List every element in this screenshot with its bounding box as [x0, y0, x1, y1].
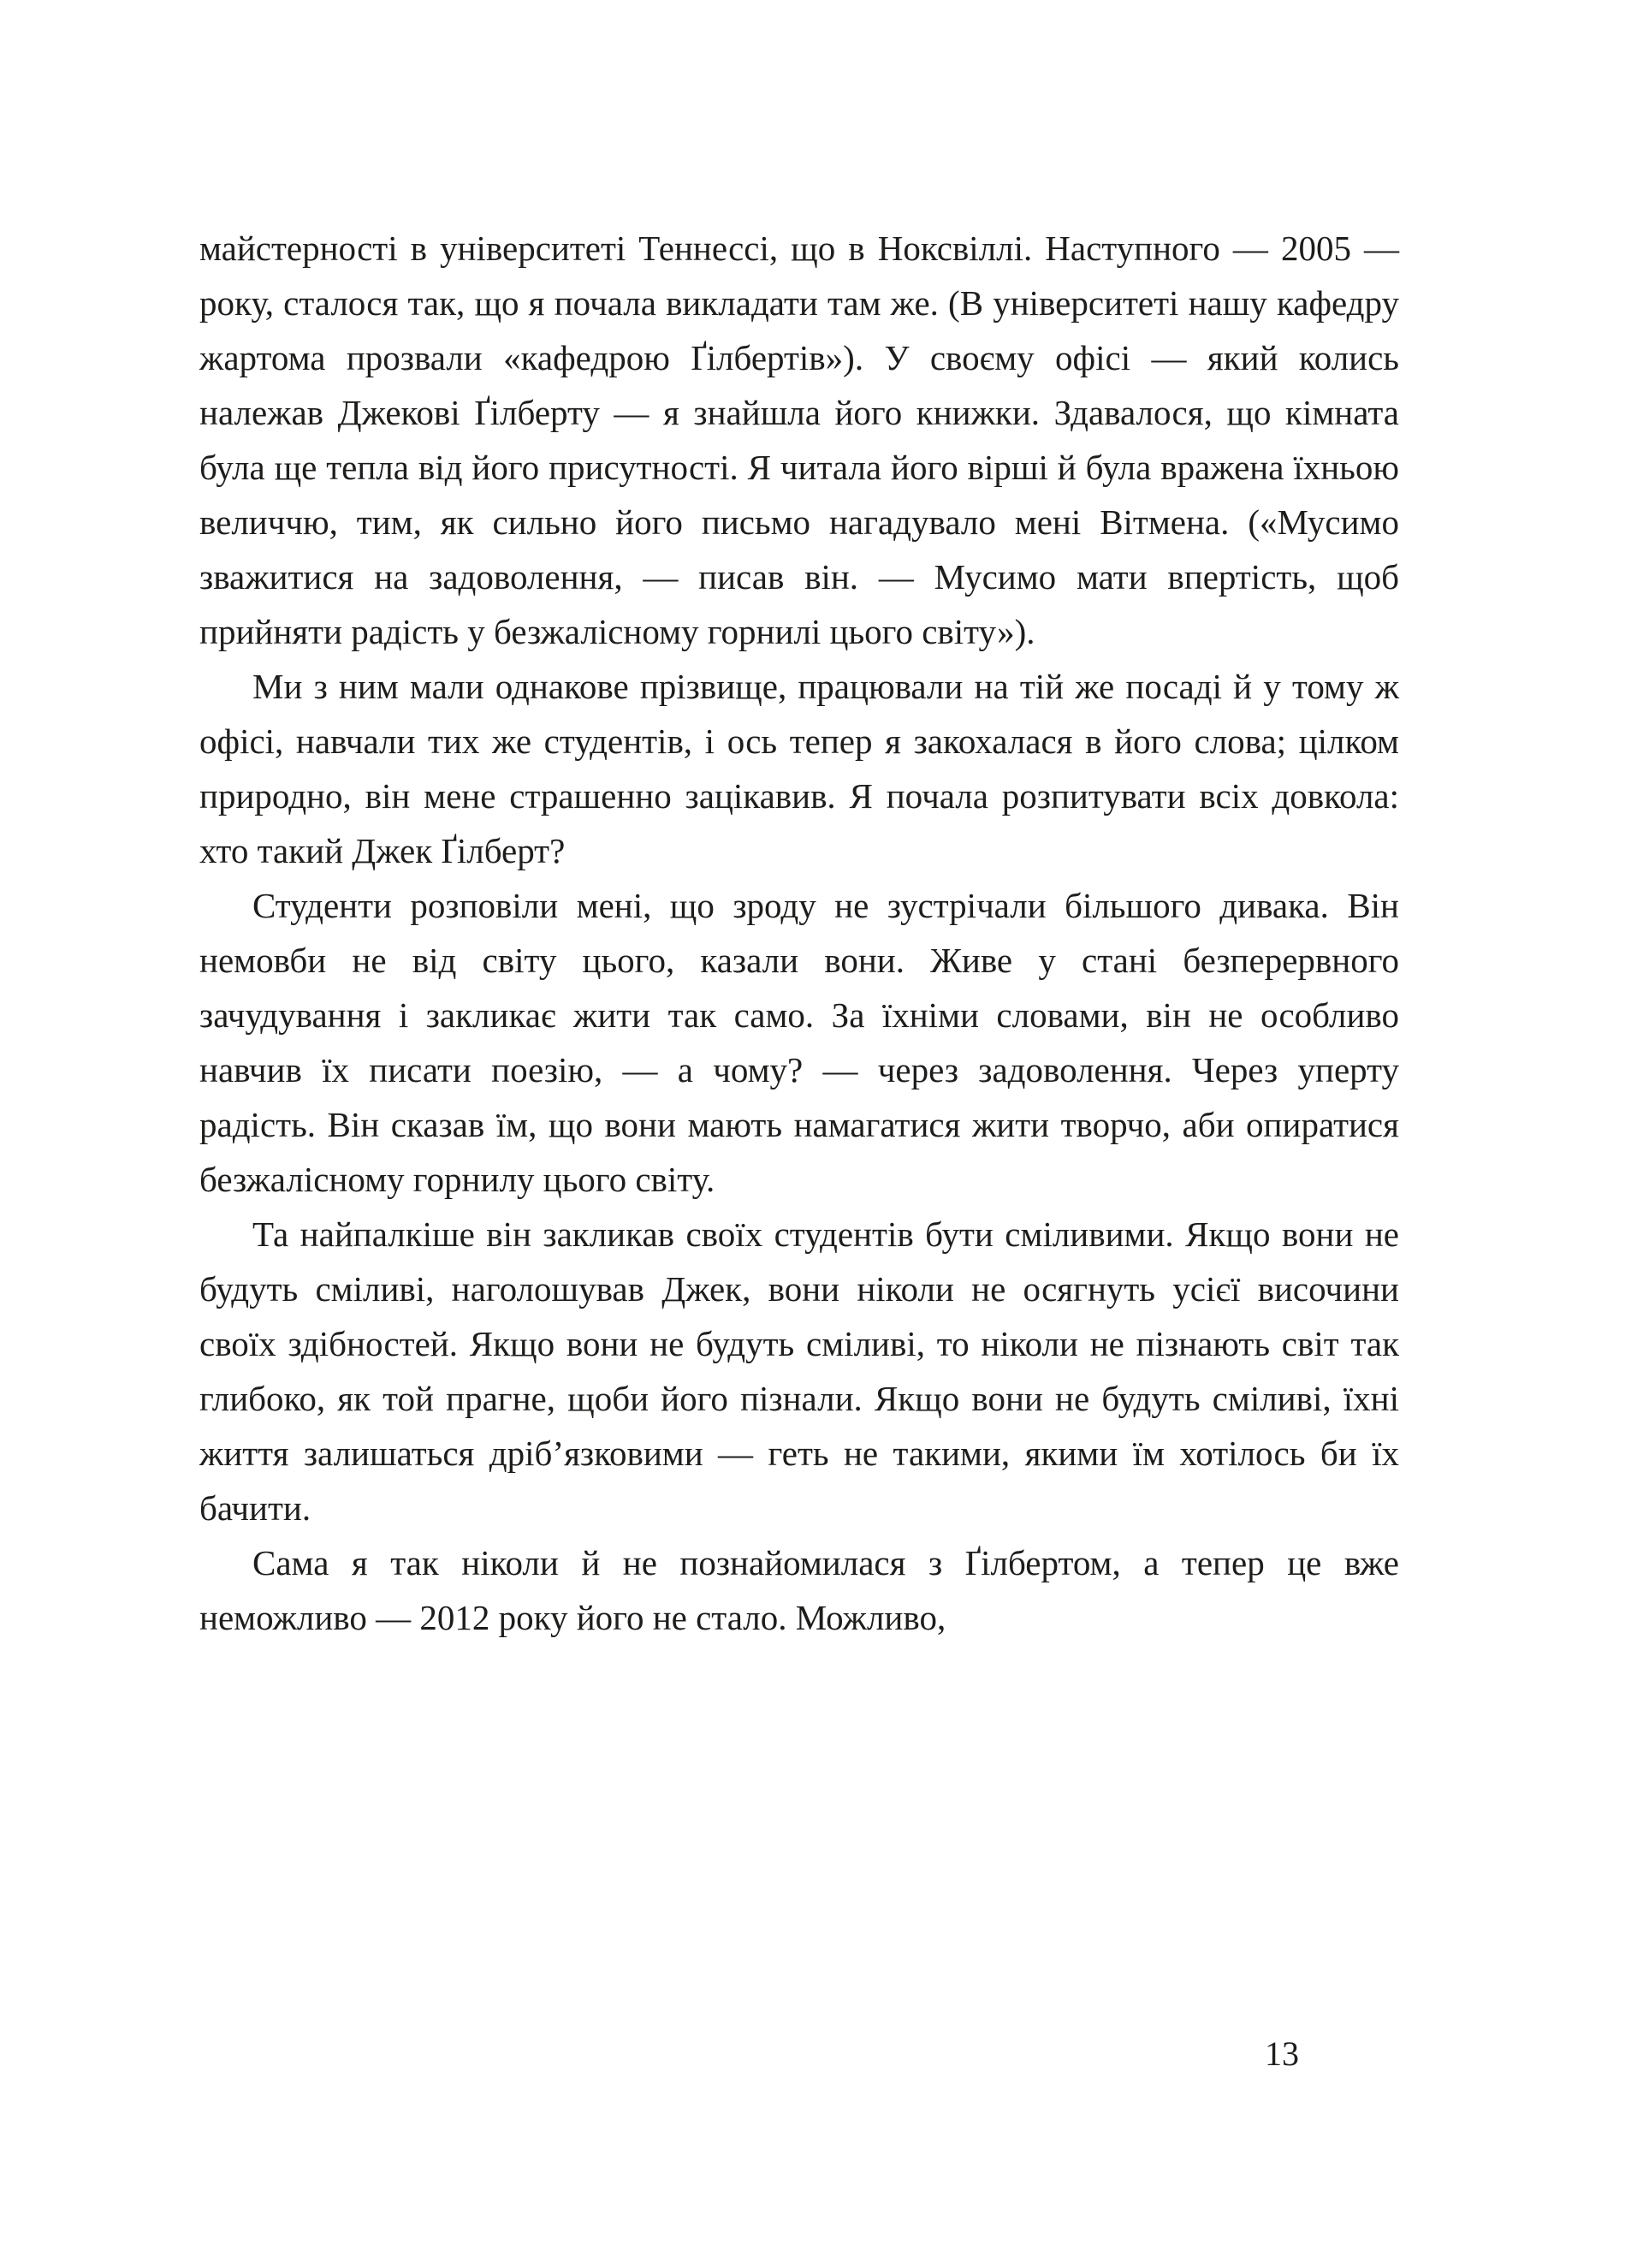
page-text — [199, 221, 1399, 1645]
paragraph: Та найпалкіше він закликав своїх студентів бути сміливими. Якщо вони не будуть сміливі, наголошував Джек, вони ніколи не осягнуть усієї височини своїх здібностей. Якщо вони не будуть сміливі, то ніколи не пізнають світ так глибоко, як той прагне, щоби його пізнали. Якщо вони не будуть сміливі, їхні життя залишаться дріб’язковими — геть не такими, якими їм хотілось би їх бачити. — [199, 1214, 1399, 1528]
paragraph: Сама я так ніколи й не познайомилася з Ґілбертом, а тепер це вже неможливо — 2012 року його не стало. Можливо, — [199, 1543, 1399, 1637]
paragraph: Ми з ним мали однакове прізвище, працювали на тій же посаді й у тому ж офісі, навчали тих же студентів, і ось тепер я закохалася в його слова; цілком природно, він мене страшенно зацікавив. Я почала розпитувати всіх довкола: хто такий Джек Ґілберт? — [199, 667, 1399, 870]
page-number: 13 — [1265, 2034, 1299, 2073]
paragraph: Студенти розповіли мені, що зроду не зустрічали більшого дивака. Він немовби не від світу цього, казали вони. Живе у стані безперервного зачудування і закликає жити так само. За їхніми словами, він не особливо навчив їх писати поезію, — а чому? — через задоволення. Через уперту радість. Він сказав їм, що вони мають намагатися жити творчо, аби опиратися безжалісному горнилу цього світу. — [199, 886, 1399, 1199]
paragraph: майстерності в університеті Теннессі, що в Ноксвіллі. Наступного — 2005 — року, сталося так, що я почала викладати там же. (В університеті нашу кафедру жартома прозвали «кафедрою Ґілбертів»). У своєму офісі — який колись належав Джекові Ґілберту — я знайшла його книжки. Здавалося, що кімната була ще тепла від його присутності. Я читала його вірші й була вражена їхньою величчю, тим, як сильно його письмо нагадувало мені Вітмена. («Мусимо зважитися на задоволення, — писав він. — Мусимо мати впертість, щоб прийняти радість у безжалісному горнилі цього світу»). — [199, 229, 1399, 651]
